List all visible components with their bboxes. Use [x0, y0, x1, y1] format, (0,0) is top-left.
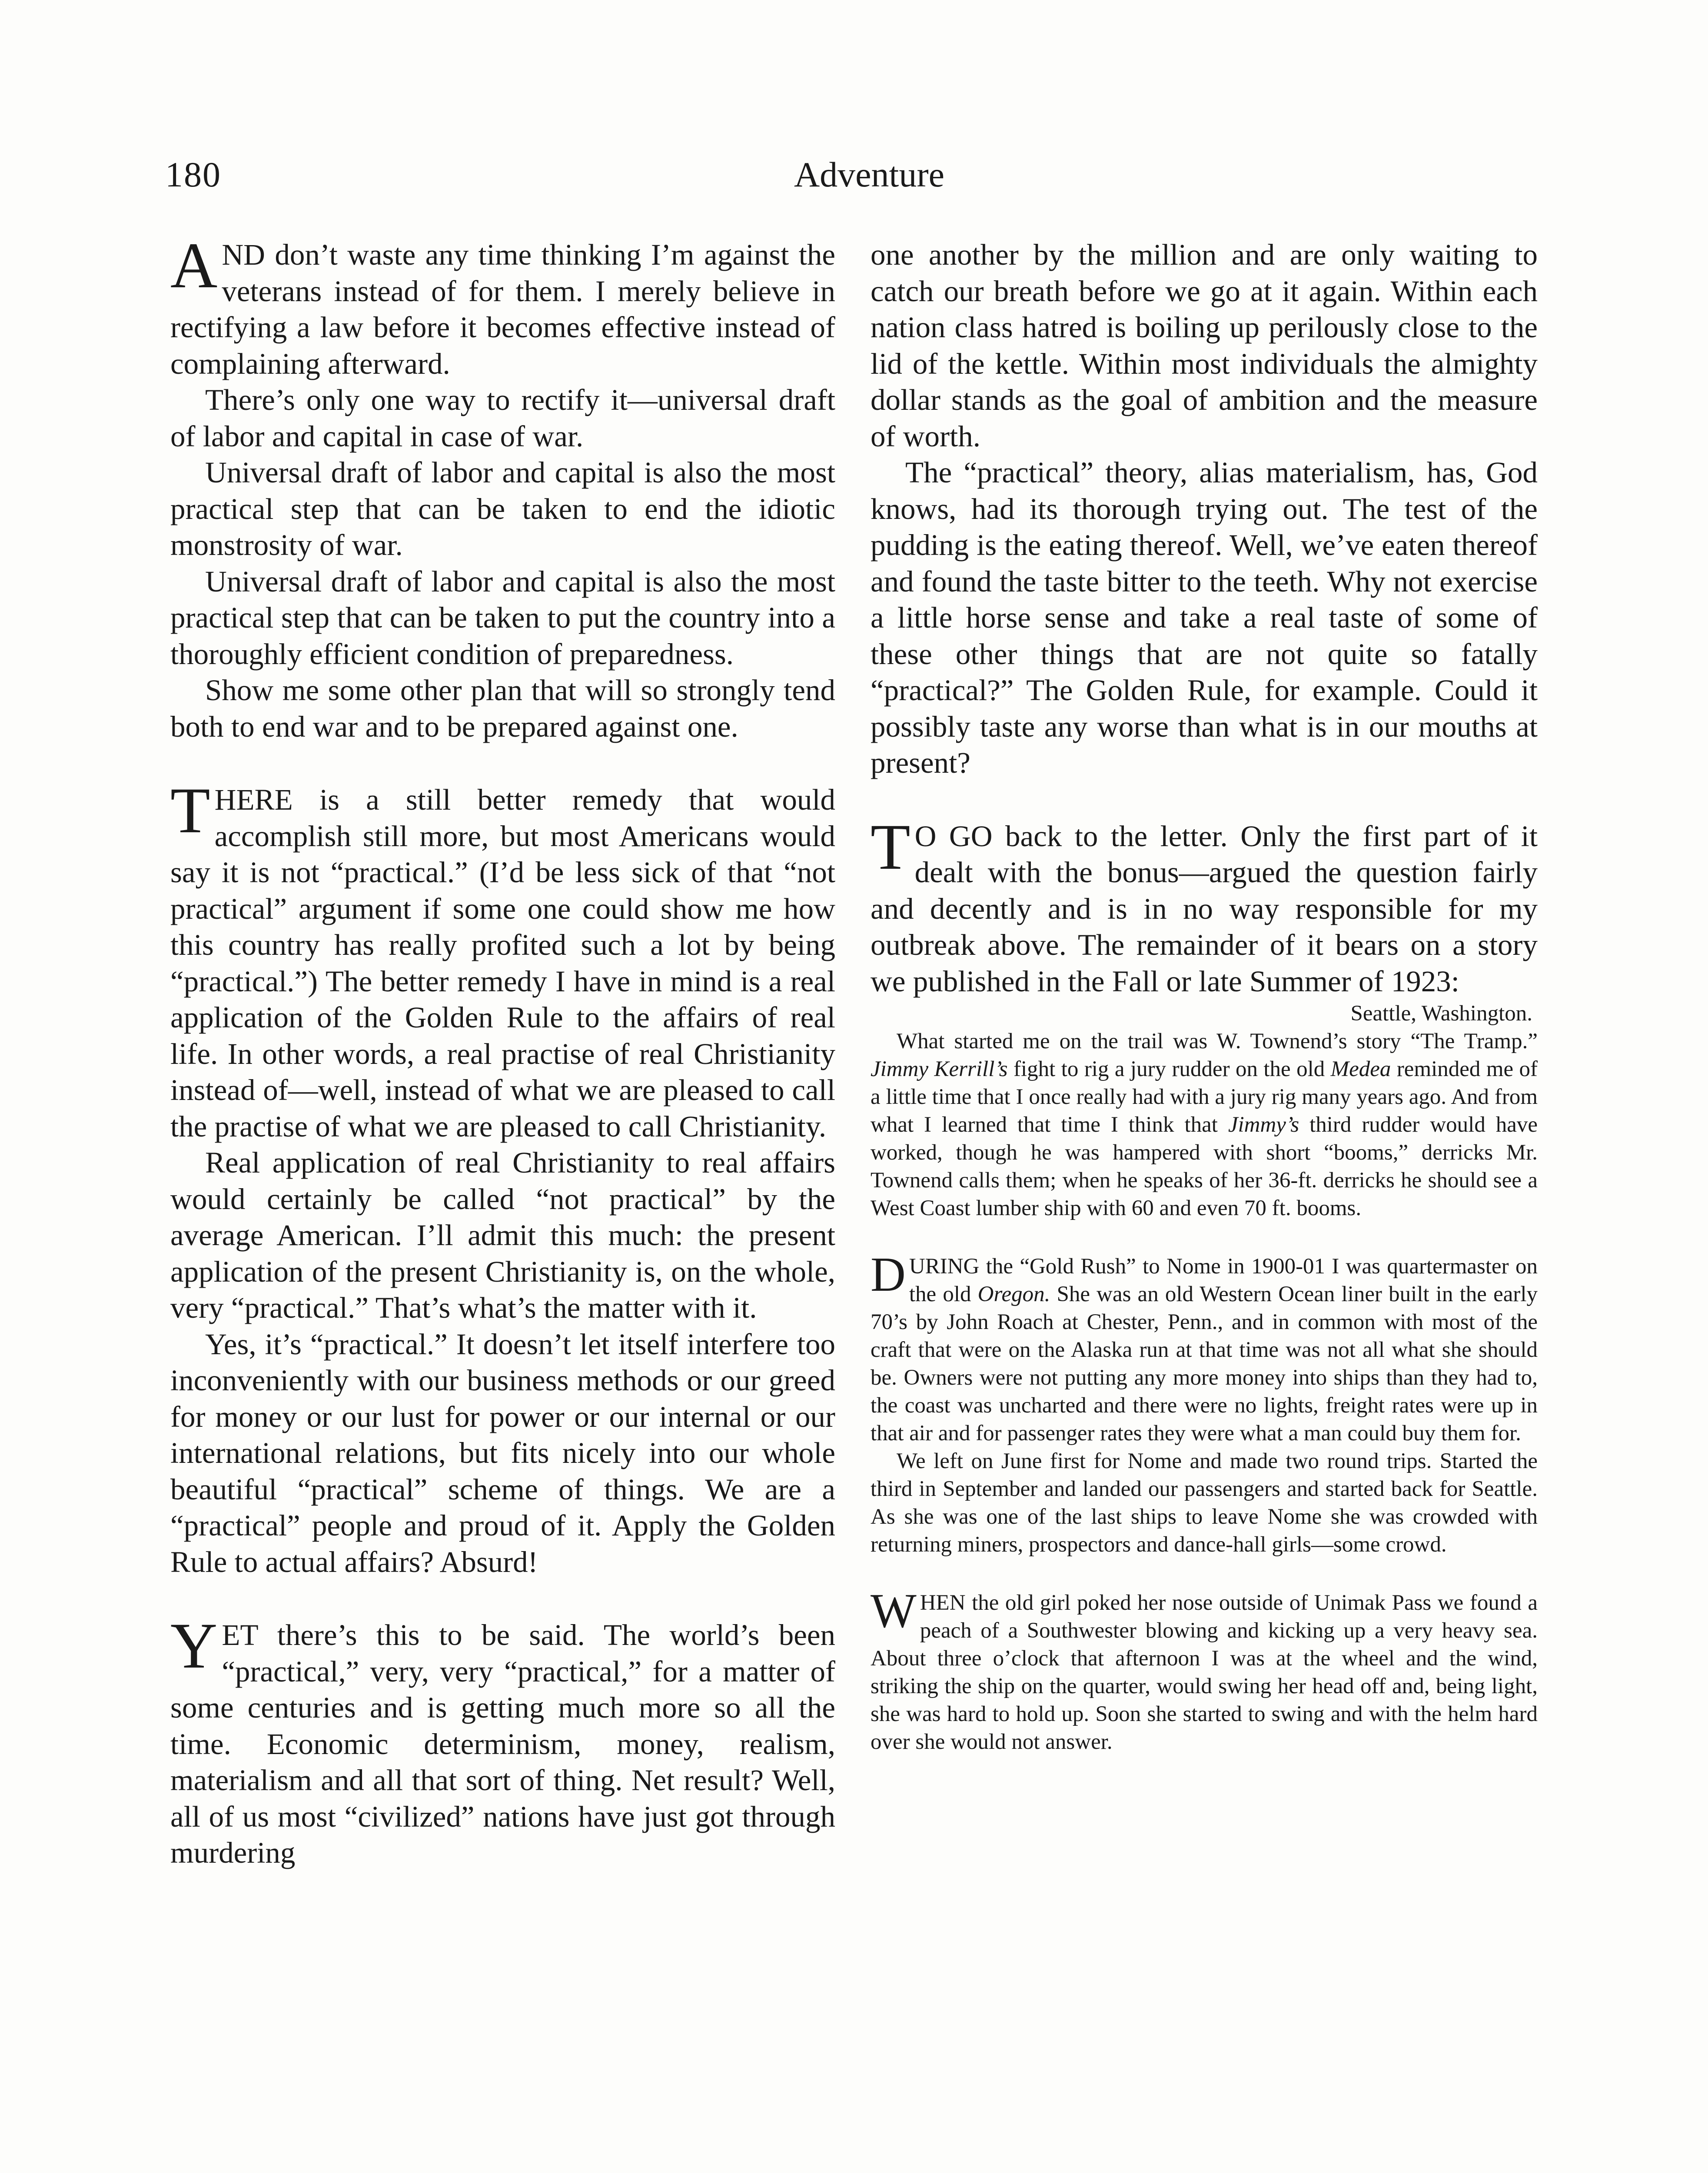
italic-text: Jimmy Kerrill’s — [871, 1057, 1008, 1081]
paragraph — [871, 811, 1538, 1000]
paragraph-text: O GO back to the letter. Only the first part of it dealt with the bonus—argued the question fairly and decently and is in no way responsible for my outbreak above. The remainder of it bears on a story we published in the Fall or late Summer of 1923: — [871, 819, 1538, 998]
paragraph: one another by the million and are only waiting to catch our breath before we go at it again. Within each nation class hatred is boiling up perilously close to the lid of the kettle. Within most individuals the almighty dollar stands as the goal of ambition and the measure of worth. — [871, 238, 1538, 453]
paragraph — [871, 1027, 1538, 1222]
paragraph: Show me some other plan that will so strongly tend both to end war and to be prepared against one. — [170, 674, 835, 743]
text-run: URING the “Gold Rush” to Nome in 1900-01 I was quartermaster on the old — [909, 1254, 1538, 1306]
paragraph-text: ND don’t waste any time thinking I’m against the veterans instead of for them. I merely believe in rectifying a law before it becomes effective instead of complaining afterward. — [170, 238, 835, 380]
paragraph-text: HEN the old girl poked her nose outside of Unimak Pass we found a peach of a Southwester blowing and kicking up a very heavy sea. About three o’clock that afternoon I was at the wheel and the wind, striking the ship on the quarter, would swing her head off and, being light, she was hard to hold up. Soon she started to swing and with the helm hard over she would not answer. — [871, 1591, 1538, 1754]
italic-text: Medea — [1330, 1057, 1391, 1081]
paragraph — [170, 774, 835, 1145]
paragraph: Yes, it’s “practical.” It doesn’t let itself interfere too inconveniently with our business methods or our greed for money or our lust for power or our internal or our international relations, but fits nicely into our whole beautiful “practical” scheme of things. We are a “practical” people and proud of it. Apply the Golden Rule to actual affairs? Absurd! — [170, 1327, 835, 1578]
running-head: Adventure — [794, 155, 945, 194]
drop-cap: T — [871, 811, 910, 883]
paragraph — [871, 1248, 1538, 1447]
drop-cap: T — [170, 774, 210, 847]
paragraph: Real application of real Christianity to real affairs would certainly be called “not practical” by the average American. I’ll admit this much: the present application of the present Christianity is, on the whole, very “practical.” That’s what’s the matter with it. — [170, 1146, 835, 1324]
paragraph: There’s only one way to rectify it—universal draft of labor and capital in case of war. — [170, 383, 835, 453]
paragraph: We left on June first for Nome and made two round trips. Started the third in September and landed our passengers and started back for Seattle. As she was one of the last ships to leave Nome she was crowded with returning miners, prospectors and dance-hall girls—some crowd. — [871, 1449, 1538, 1557]
left-column — [170, 229, 835, 1871]
text-run: What started me on the trail was W. Townend’s story “The Tramp.” — [897, 1029, 1538, 1053]
section-break — [871, 781, 1538, 818]
text-run: reminded me of a little time that I once really had with a jury rig many years ago. And from what I learned that time I think that — [871, 1057, 1538, 1137]
letter-dateline: Seattle, Washington. — [1350, 1001, 1532, 1026]
drop-cap: A — [170, 229, 218, 302]
section-break — [170, 1580, 835, 1617]
drop-cap: D — [871, 1248, 906, 1302]
drop-cap: Y — [170, 1610, 218, 1682]
text-run: fight to rig a jury rudder on the old — [1007, 1057, 1331, 1081]
paragraph — [170, 1610, 835, 1871]
section-break — [871, 1558, 1538, 1589]
editorial-text — [871, 237, 1538, 1000]
italic-text: Jimmy’s — [1228, 1113, 1299, 1137]
paragraph-text: ET there’s this to be said. The world’s been “practical,” very, very “practical,” for a matter of some centuries and is getting much more so all the time. Economic determinism, money, realism, materialism and all that sort of thing. Net result? Well, all of us most “civilized” nations have just got through murdering — [170, 1618, 835, 1869]
section-break — [871, 1222, 1538, 1253]
drop-cap: W — [871, 1584, 917, 1638]
text-run: third rudder would have worked, though he was hampered with short “booms,” derricks Mr. Townend calls them; when he speaks of her 36-ft. derricks he should see a West Coast lumber ship with 60 and even 70 ft. booms. — [871, 1113, 1538, 1220]
paragraph: The “practical” theory, alias materialism, has, God knows, had its thorough trying out. The test of the pudding is the eating thereof. Well, we’ve eaten thereof and found the taste bitter to the teeth. Why not exercise a little horse sense and take a real taste of some of these other things that are not quite so fatally “practical?” The Golden Rule, for example. Could it possibly taste any worse than what is in our mouths at present? — [871, 456, 1538, 779]
paragraph: Universal draft of labor and capital is also the most practical step that can be taken to end the idiotic monstrosity of war. — [170, 456, 835, 562]
text-run: She was an old Western Ocean liner built in the early 70’s by John Roach at Chester, Penn., and in common with most of the craft that were on the Alaska run at that time was not all what she should be. Owners were not putting any more money into ships than they had to, the coast was uncharted and there were no lights, freight rates were up in that air and for passenger rates they were what a man could buy them for. — [871, 1282, 1538, 1445]
right-column — [871, 237, 1538, 1756]
paragraph — [871, 1584, 1538, 1756]
paragraph — [170, 229, 835, 382]
italic-text: Oregon. — [977, 1282, 1050, 1306]
paragraph-text: HERE is a still better remedy that would accomplish still more, but most Americans would say it is not “practical.” (I’d be less sick of that “not practical” argument if some one could show me how this country has really profited such a lot by being “practical.”) The better remedy I have in mind is a real application of the Golden Rule to the affairs of real life. In other words, a real practise of real Christianity instead of—well, instead of what we are pleased to call the practise of what we are pleased to call Christianity. — [170, 783, 835, 1143]
page-number: 180 — [165, 155, 221, 194]
letter-text — [871, 1000, 1538, 1756]
paragraph: Universal draft of labor and capital is also the most practical step that can be taken to put the country into a thoroughly efficient condition of preparedness. — [170, 565, 835, 671]
section-break — [170, 745, 835, 782]
